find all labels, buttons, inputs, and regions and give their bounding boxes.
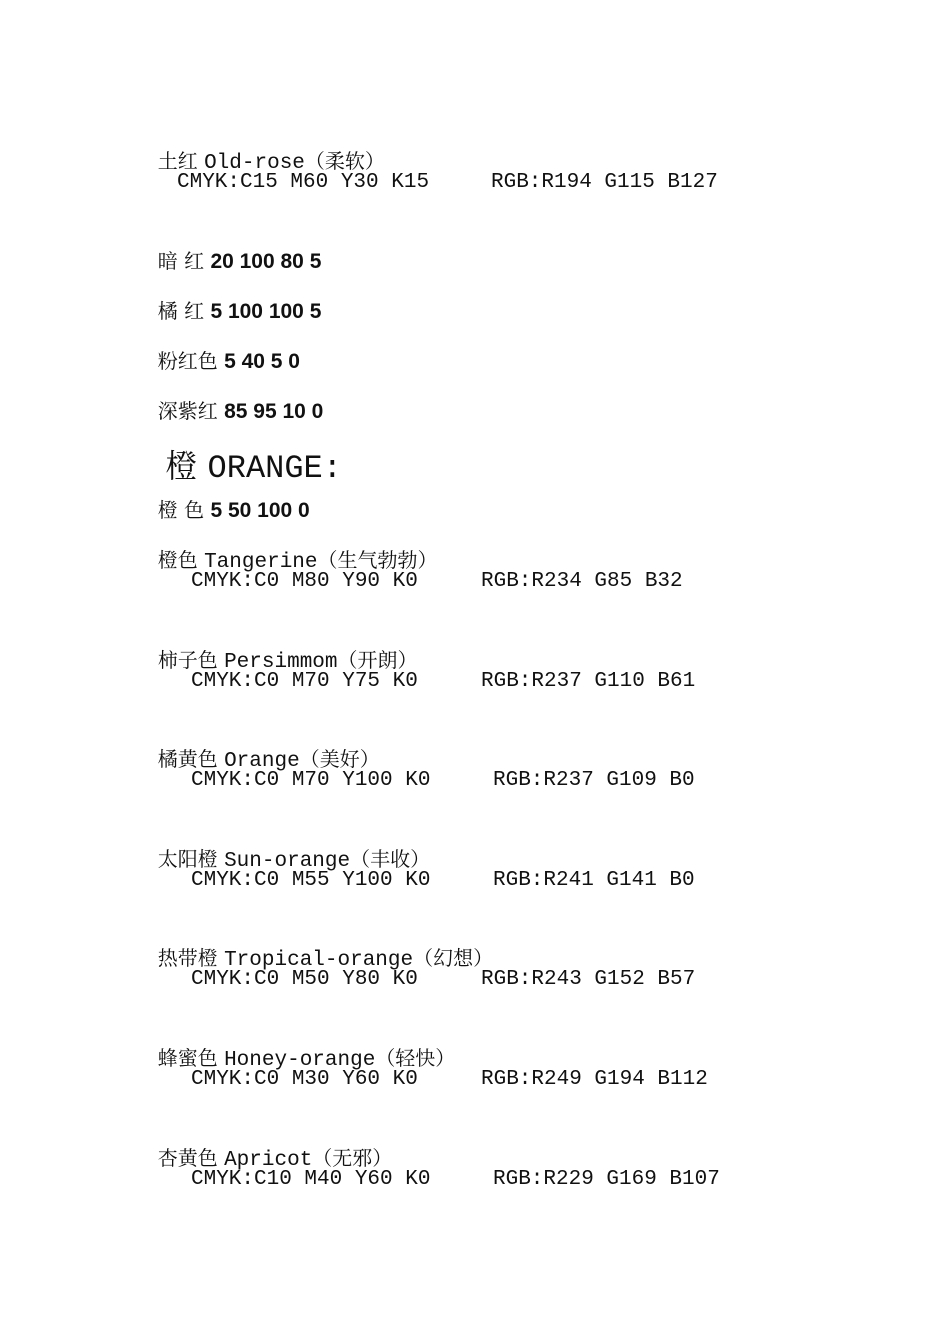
cmyk-values: CMYK:C0 M55 Y100 K0 [191,869,431,892]
rgb-values: RGB:R237 G109 B0 [493,769,695,792]
color-name-en: Orange [224,750,300,773]
color-mood: （美好） [299,747,380,771]
row-orange-red [145,271,321,324]
color-name-zh: 太阳橙 [157,847,218,871]
row-label: 橘 红 [157,299,205,323]
color-name-zh: 热带橙 [157,946,218,970]
row-label: 深紫红 [157,399,218,423]
color-name-zh: 杏黄色 [157,1146,218,1170]
color-mood: （无邪） [312,1146,393,1170]
color-mood: （幻想） [413,946,494,970]
cmyk-values: CMYK:C0 M30 Y60 K0 [191,1068,418,1091]
color-name-en: Tropical-orange [224,949,414,972]
color-name-en: Old-rose [204,152,305,175]
rgb-values: RGB:R249 G194 B112 [481,1068,708,1091]
color-title [145,1018,455,1072]
row-values: 5 50 100 0 [210,499,310,522]
color-name-en: Honey-orange [224,1049,376,1072]
rgb-values: RGB:R234 G85 B32 [481,570,683,593]
color-title [145,520,438,574]
row-pink [145,321,300,374]
rgb-values: RGB:R243 G152 B57 [481,968,696,991]
color-title [145,719,380,773]
color-name-en: Tangerine [204,551,318,574]
color-title [145,1118,392,1172]
row-orange [145,470,310,523]
color-mood: （开朗） [337,648,418,672]
color-name-en: Persimmom [224,651,338,674]
color-name-zh: 土红 [157,149,198,173]
row-label: 橙 色 [157,498,205,522]
heading-en: ORANGE: [207,450,342,487]
color-title [145,620,418,674]
color-name-zh: 蜂蜜色 [157,1046,218,1070]
color-mood: （轻快） [375,1046,456,1070]
cmyk-values: CMYK:C0 M50 Y80 K0 [191,968,418,991]
row-values: 85 95 10 0 [224,400,324,423]
row-label: 粉红色 [157,349,218,373]
cmyk-old-rose: CMYK:C15 M60 Y30 K15 [177,171,430,194]
row-dark-red [145,221,321,274]
cmyk-values: CMYK:C0 M70 Y75 K0 [191,670,418,693]
row-values: 5 100 100 5 [210,300,322,323]
rgb-values: RGB:R229 G169 B107 [493,1168,720,1191]
row-values: 20 100 80 5 [210,250,322,273]
rgb-values: RGB:R237 G110 B61 [481,670,696,693]
cmyk-values: CMYK:C10 M40 Y60 K0 [191,1168,431,1191]
color-name-zh: 柿子色 [157,648,218,672]
cmyk-values: CMYK:C0 M80 Y90 K0 [191,570,418,593]
color-name-zh: 橙色 [157,548,198,572]
color-title [145,819,430,873]
rgb-old-rose: RGB:R194 G115 B127 [491,171,718,194]
color-mood: （丰收） [350,847,431,871]
color-title-old-rose [145,121,385,175]
heading-zh: 橙 [165,447,198,485]
cmyk-values: CMYK:C0 M70 Y100 K0 [191,769,431,792]
color-name-zh: 橘黄色 [157,747,218,771]
rgb-values: RGB:R241 G141 B0 [493,869,695,892]
row-label: 暗 红 [157,249,205,273]
color-name-en: Sun-orange [224,850,351,873]
color-mood: （柔软） [304,149,385,173]
color-name-en: Apricot [224,1149,313,1172]
color-title [145,918,493,972]
row-values: 5 40 5 0 [224,350,300,373]
color-mood: （生气勃勃） [317,548,438,572]
